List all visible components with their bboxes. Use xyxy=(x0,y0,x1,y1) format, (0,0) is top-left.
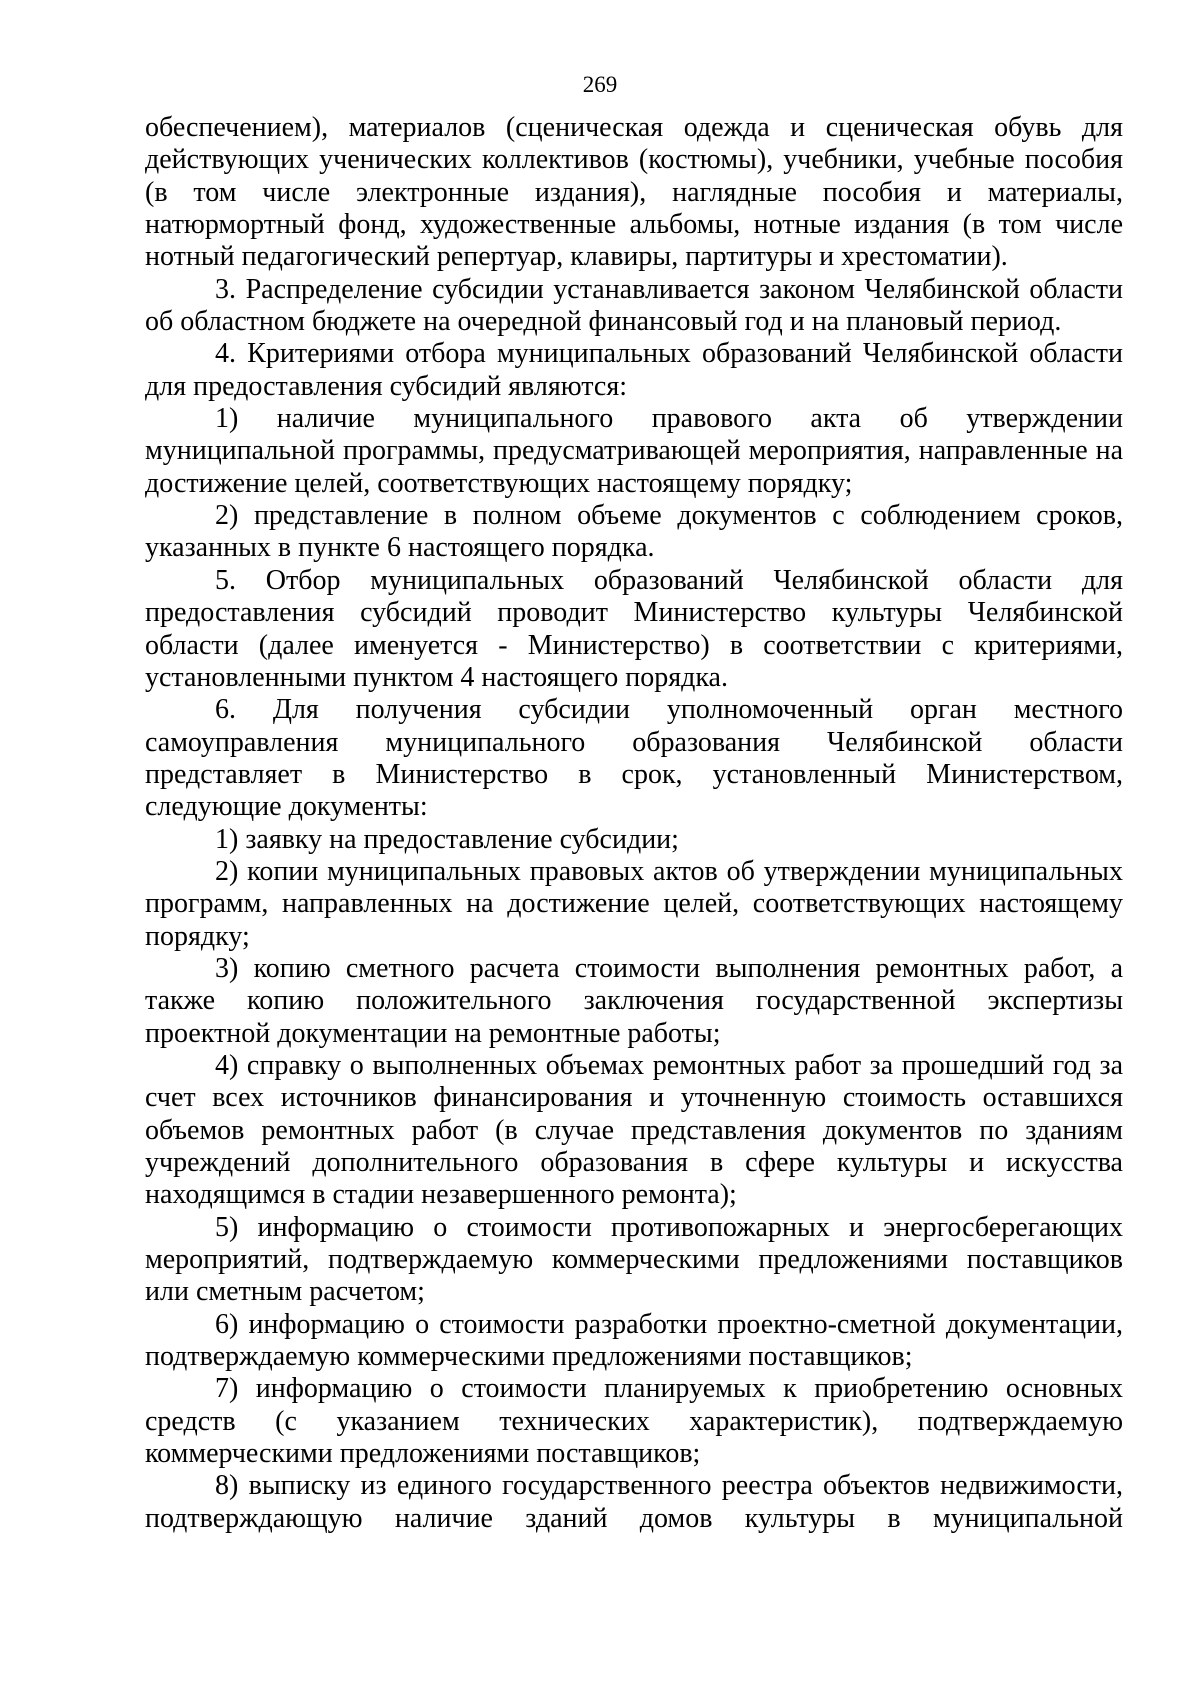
paragraph-document-1: 1) заявку на предоставление субсидии; xyxy=(215,823,679,855)
paragraph-item-4-criteria: 4. Критериями отбора муниципальных образований Челябинской области для предоставления субсидий являются: xyxy=(145,338,1123,402)
paragraph-document-8: 8) выписку из единого государственного реестра объектов недвижимости, подтверждающую наличие зданий домов культуры в муниципальной xyxy=(145,1470,1123,1534)
paragraph-document-3: 3) копию сметного расчета стоимости выполнения ремонтных работ, а также копию положительного заключения государственной экспертизы проектной документации на ремонтные работы; xyxy=(145,952,1123,1049)
paragraph-item-5-selection: 5. Отбор муниципальных образований Челябинской области для предоставления субсидий проводит Министерство культуры Челябинской области (далее именуется - Министерство) в соответствии с критериями, установленными пунктом 4 настоящего порядка. xyxy=(145,564,1123,693)
paragraph-document-2: 2) копии муниципальных правовых актов об утверждении муниципальных программ, направленных на достижение целей, соответствующих настоящему порядку; xyxy=(145,855,1123,952)
paragraph-criterion-2: 2) представление в полном объеме документов с соблюдением сроков, указанных в пункте 6 настоящего порядка. xyxy=(145,500,1123,564)
paragraph-item-6-documents: 6. Для получения субсидии уполномоченный орган местного самоуправления муниципального образования Челябинской области представляет в Министерство в срок, установленный Министерством, следующие документы: xyxy=(145,694,1123,823)
paragraph-document-7: 7) информацию о стоимости планируемых к приобретению основных средств (с указанием технических характеристик), подтверждаемую коммерческими предложениями поставщиков; xyxy=(145,1373,1123,1470)
paragraph-criterion-1: 1) наличие муниципального правового акта об утверждении муниципальной программы, предусматривающей мероприятия, направленные на достижение целей, соответствующих настоящему порядку; xyxy=(145,403,1123,499)
paragraph-item-3-distribution: 3. Распределение субсидии устанавливается законом Челябинской области об областном бюджете на очередной финансовый год и на плановый период. xyxy=(145,273,1123,338)
paragraph-continuation: обеспечением), материалов (сценическая одежда и сценическая обувь для действующих ученических коллективов (костюмы), учебники, учебные пособия (в том числе электронные издания), наглядные пособия и материалы, натюрмортный фонд, художественные альбомы, нотные издания (в том числе нотный педагогический репертуар, клавиры, партитуры и хрестоматии). xyxy=(145,112,1123,273)
document-body xyxy=(145,112,1123,1535)
paragraph-document-5: 5) информацию о стоимости противопожарных и энергосберегающих мероприятий, подтверждаемую коммерческими предложениями поставщиков или сметным расчетом; xyxy=(145,1211,1123,1308)
paragraph-document-6: 6) информацию о стоимости разработки проектно-сметной документации, подтверждаемую коммерческими предложениями поставщиков; xyxy=(145,1308,1123,1373)
paragraph-document-4: 4) справку о выполненных объемах ремонтных работ за прошедший год за счет всех источников финансирования и уточненную стоимость оставшихся объемов ремонтных работ (в случае представления документов по зданиям учреждений дополнительного образования в сфере культуры и искусства находящимся в стадии незавершенного ремонта); xyxy=(145,1049,1123,1211)
page-number: 269 xyxy=(582,72,618,97)
